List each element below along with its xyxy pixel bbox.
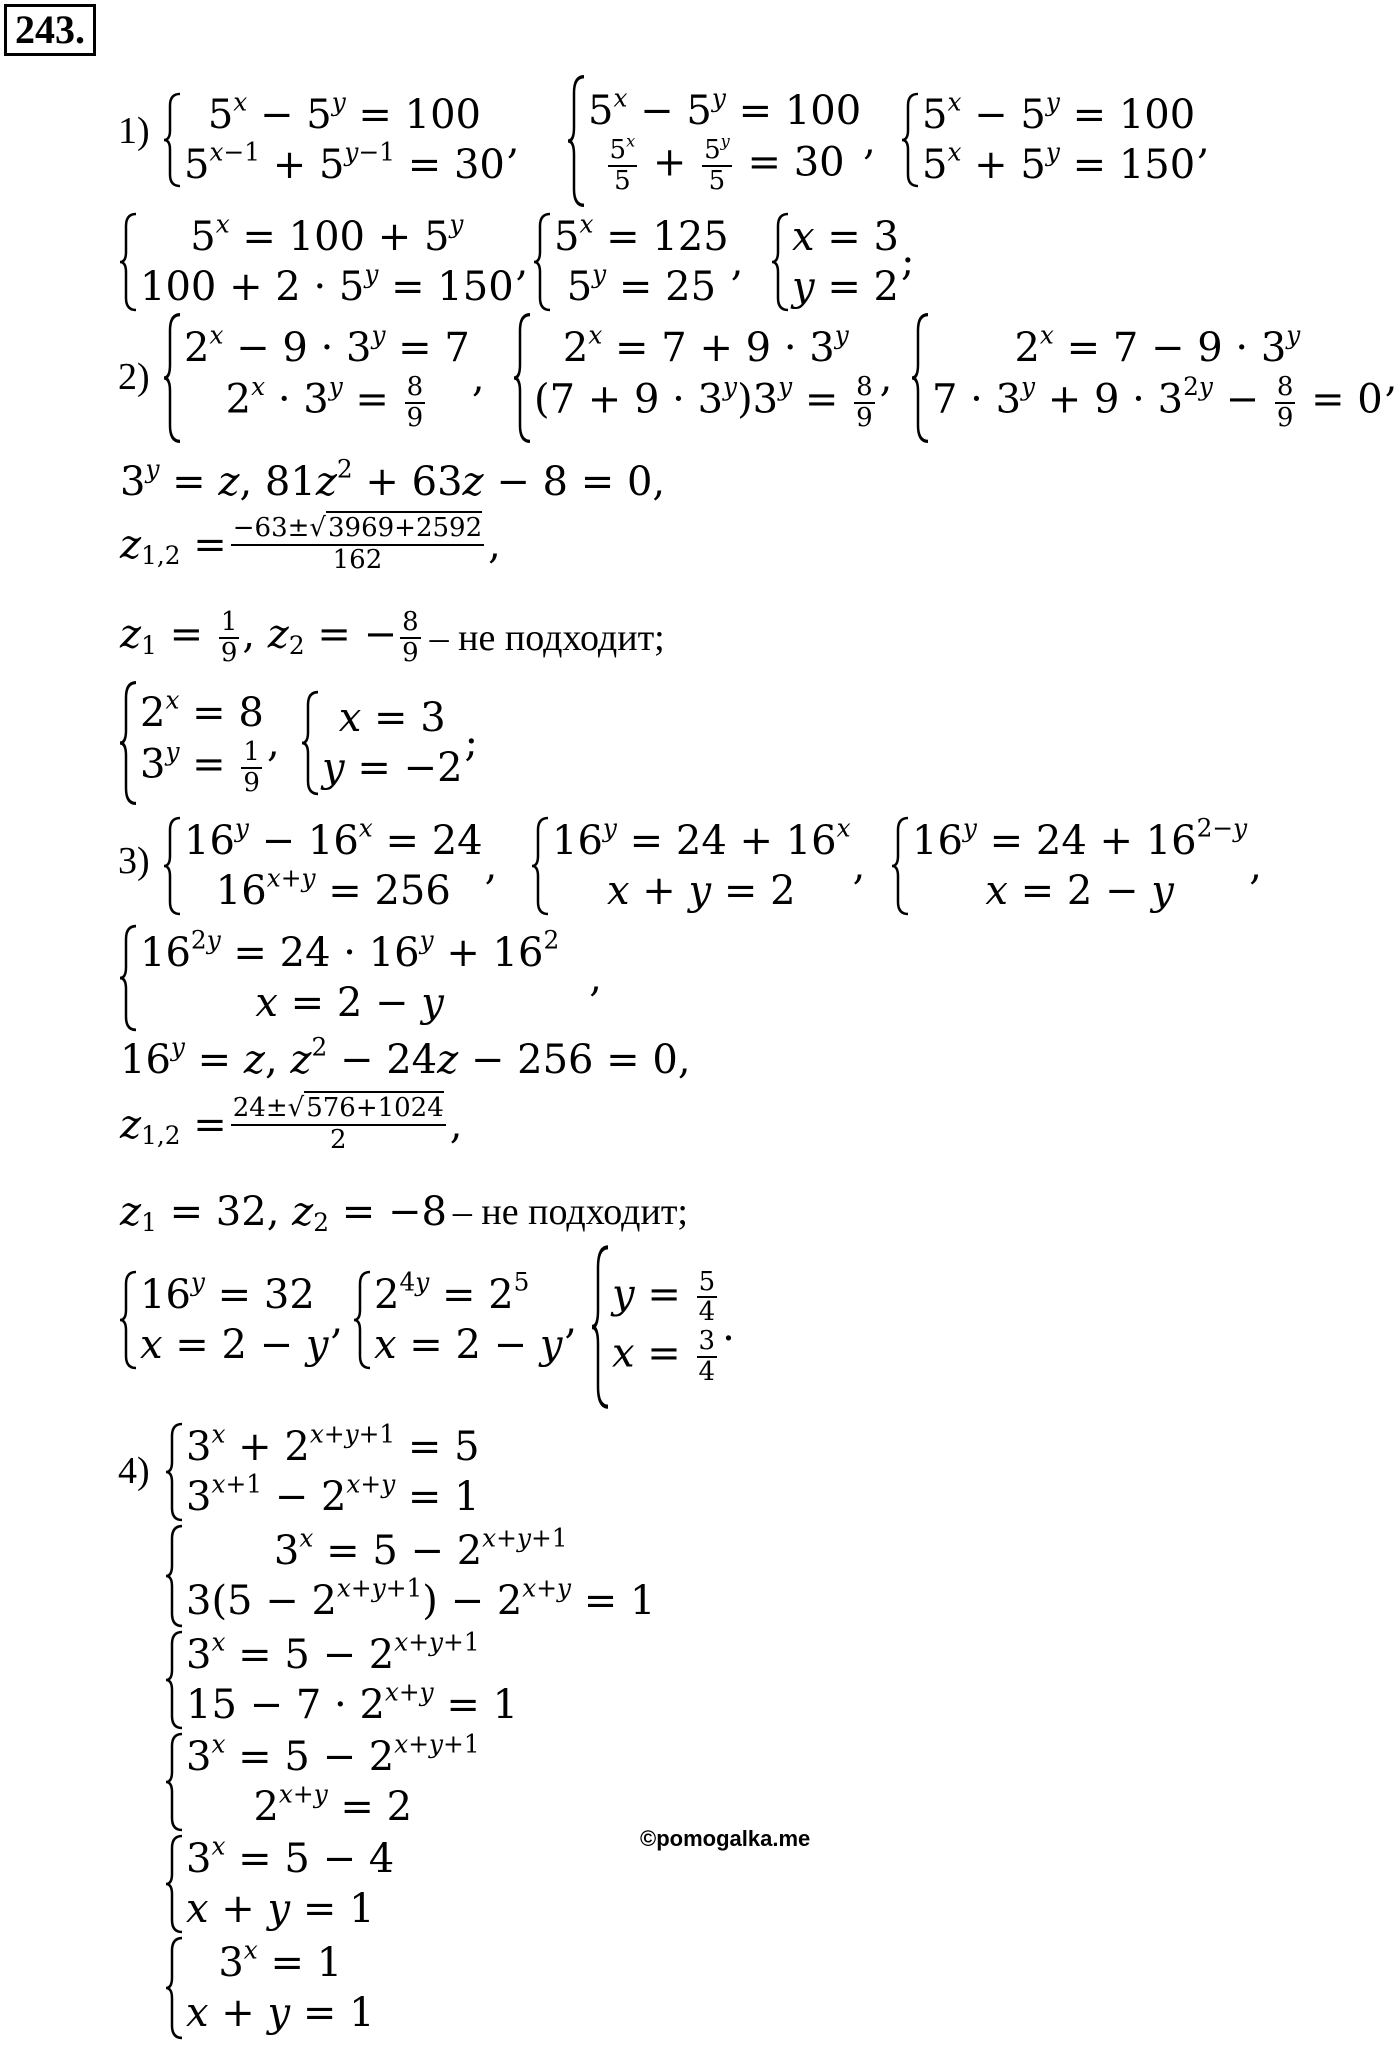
system-3g: y = $\frac{5}{4}$ x = $\frac{3}{4}$ . (590, 1244, 735, 1410)
roots-formula-2: $z_{1,2}$ = $\frac{-63\pm√3969+2592}{162}$ , (120, 513, 501, 575)
brace-icon (770, 212, 792, 312)
system-2c: $2^x = 7 - 9 \cdot 3^y$ $7 \cdot 3^y + 9 \cdot 3^{2y}$ − $\frac{8}{9}$ = 0 , (910, 312, 1397, 444)
system-2d: $2^x = 8$ $3^y$ = $\frac{1}{9}$ , (118, 680, 280, 806)
system-3c: $16^y = 24 + 16^{2-y}$ x = 2 − y , (890, 816, 1262, 916)
brace-icon (910, 312, 932, 444)
substitution-3: $16^y = z$, $z^2 - 24z - 256 = 0$, (120, 1032, 691, 1083)
not-fit-note: – не подходит; (452, 1191, 688, 1233)
system-4e: $3^x = 5 - 4$ x + y = 1 (164, 1834, 394, 1934)
part-label-2: 2) (118, 356, 150, 398)
part-label-4: 4) (118, 1450, 150, 1492)
roots-3: $z_1 = 32$, $z_2 = -8$ – не подходит; (120, 1189, 688, 1238)
system-3b: $16^y = 24 + 16^x$ x + y = 2 , (530, 816, 865, 916)
brace-icon (512, 312, 534, 444)
brace-icon (164, 1422, 186, 1522)
roots-denominator-3: 2 (329, 1124, 347, 1155)
system-4b: $3^x = 5 - 2^{x+y+1}$ $3(5 - 2^{x+y+1}) - 2^{x+y} = 1$ (164, 1524, 655, 1628)
brace-icon (890, 816, 912, 916)
brace-icon (532, 212, 554, 312)
brace-icon (352, 1270, 374, 1370)
system-2a: $2^x - 9 \cdot 3^y = 7$ $2^x \cdot 3^y$ = $\frac{8}{9}$ , (162, 312, 485, 444)
brace-icon (164, 1630, 186, 1730)
system-3f: $2^{4y} = 2^5$ x = 2 − y , (352, 1270, 577, 1370)
system-4d: $3^x = 5 - 2^{x+y+1}$ $2^{x+y} = 2$ (164, 1732, 480, 1832)
brace-icon (300, 690, 322, 796)
brace-icon (162, 312, 184, 444)
system-3a: $16^y - 16^x = 24$ $16^{x+y} = 256$ , (162, 816, 497, 916)
part-label-3: 3) (118, 840, 150, 882)
system-1b: $5^x - 5^y = 100$ $\frac{5^x}{5}$ + $\frac{5^y}{5}$ = 30 , (566, 74, 876, 208)
system-3d: $16^{2y} = 24 \cdot 16^y + 16^2$ x = 2 − y , (118, 924, 602, 1032)
brace-icon (530, 816, 552, 916)
brace-icon (164, 1732, 186, 1832)
system-2e: x = 3 y = −2 ; (300, 690, 478, 796)
system-1c: $5^x - 5^y = 100$ $5^x + 5^y = 150$ , (900, 92, 1210, 188)
problem-number: 243. (4, 4, 96, 56)
system-1e: $5^x = 125$ $5^y = 25$ , (532, 212, 743, 312)
roots-denominator-2: 162 (332, 544, 383, 575)
roots-formula-3: $z_{1,2}$ = $\frac{24\pm√576+1024}{2}$ , (120, 1093, 463, 1155)
system-1d: $5^x = 100 + 5^y$ $100 + 2 \cdot 5^y = 150$ , (118, 212, 528, 312)
brace-icon (164, 1524, 186, 1628)
part-label-1: 1) (118, 110, 150, 152)
not-fit-note: – не подходит; (429, 616, 665, 659)
brace-icon (118, 1270, 140, 1370)
system-2b: $2^x = 7 + 9 \cdot 3^y$ $(7 + 9 \cdot 3^y)3^y$ = $\frac{8}{9}$ , (512, 312, 892, 444)
system-4f: $3^x = 1$ x + y = 1 (164, 1936, 375, 2040)
brace-icon (118, 212, 140, 312)
brace-icon (566, 74, 588, 208)
system-1a: $5^x - 5^y = 100$ $5^{x-1} + 5^{y-1} = 30$ , (162, 92, 520, 188)
brace-icon (900, 92, 922, 188)
brace-icon (162, 816, 184, 916)
brace-icon (118, 924, 140, 1032)
system-3e: $16^y = 32$ x = 2 − y , (118, 1270, 343, 1370)
brace-icon (164, 1834, 186, 1934)
brace-icon (590, 1244, 612, 1410)
roots-2: $z_1$ = $\frac{1}{9}$ , $z_2$ = − $\frac{8}{9}$ – не подходит; (120, 607, 665, 668)
brace-icon (162, 92, 184, 188)
substitution-2: $3^y = z$, $81z^2 + 63z - 8 = 0$, (120, 454, 666, 505)
system-1f: x = 3 y = 2 ; (770, 212, 915, 312)
brace-icon (118, 680, 140, 806)
brace-icon (164, 1936, 186, 2040)
system-4a: $3^x + 2^{x+y+1} = 5$ $3^{x+1} - 2^{x+y} = 1$ (164, 1422, 480, 1522)
system-4c: $3^x = 5 - 2^{x+y+1}$ $15 - 7 \cdot 2^{x+y} = 1$ (164, 1630, 518, 1730)
watermark: ©pomogalka.me (640, 1826, 811, 1851)
